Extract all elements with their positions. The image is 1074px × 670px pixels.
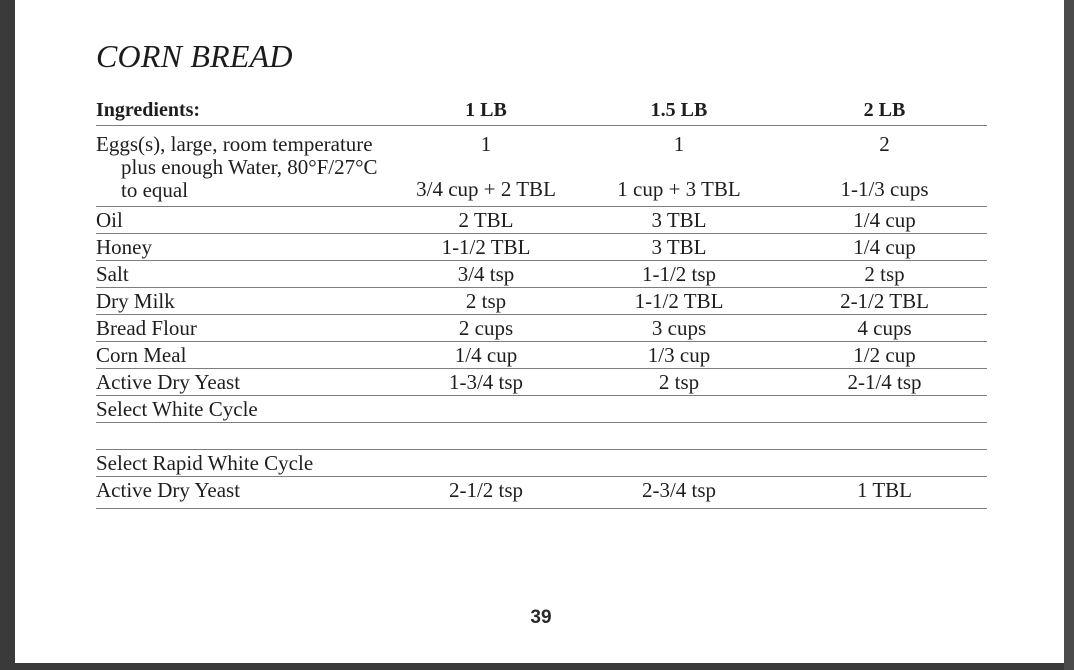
amount-1-5lb: 3 TBL bbox=[651, 235, 707, 259]
amount-1-5lb: 1-1/2 tsp bbox=[641, 262, 717, 286]
amount-1lb bbox=[396, 396, 576, 422]
recipe-table bbox=[96, 91, 987, 509]
recipe-title: CORN BREAD bbox=[96, 38, 293, 74]
ingredient-name: Dry Milk bbox=[96, 289, 175, 313]
amount-1lb: 1/4 cup bbox=[454, 343, 518, 367]
table-row bbox=[96, 207, 987, 234]
amount-2lb: 1/2 cup bbox=[853, 343, 916, 367]
eggs-count-1lb: 1 bbox=[480, 132, 492, 156]
rapid-yeast-1-5lb: 2-3/4 tsp bbox=[641, 478, 717, 502]
spacer-row bbox=[96, 423, 987, 450]
table-row bbox=[96, 342, 987, 369]
eggs-count-1-5lb: 1 bbox=[673, 132, 685, 156]
document-page bbox=[15, 0, 1064, 663]
eggs-amount-cell-1lb bbox=[396, 126, 576, 206]
eggs-amount-cell-2lb bbox=[782, 126, 987, 206]
water-amount-1lb: 3/4 cup + 2 TBL bbox=[416, 177, 556, 201]
ingredient-name: Corn Meal bbox=[96, 343, 187, 367]
amount-1lb: 2 TBL bbox=[458, 208, 514, 232]
rapid-yeast-row bbox=[96, 477, 987, 509]
amount-2lb: 2-1/4 tsp bbox=[847, 370, 922, 394]
amount-2lb: 1/4 cup bbox=[853, 208, 916, 232]
page-edge-shadow bbox=[1064, 0, 1074, 670]
ingredient-name: Bread Flour bbox=[96, 316, 197, 340]
water-label: plus enough Water, 80°F/27°C bbox=[121, 155, 378, 179]
table-row bbox=[96, 234, 987, 261]
amount-1-5lb: 1-1/2 TBL bbox=[634, 289, 724, 313]
amount-2lb: 4 cups bbox=[857, 316, 912, 340]
ingredient-name: Honey bbox=[96, 235, 152, 259]
ingredient-name: Oil bbox=[96, 208, 123, 232]
eggs-water-row bbox=[96, 126, 987, 207]
ingredient-name: Active Dry Yeast bbox=[96, 478, 241, 502]
amount-1lb: 2 cups bbox=[458, 316, 514, 340]
table-row bbox=[96, 288, 987, 315]
ingredient-name: Active Dry Yeast bbox=[96, 370, 241, 394]
page-number: 39 bbox=[530, 607, 552, 628]
eggs-label: Eggs(s), large, room temperature bbox=[96, 132, 373, 156]
water-amount-1-5lb: 1 cup + 3 TBL bbox=[617, 177, 741, 201]
amount-1lb: 3/4 tsp bbox=[457, 262, 515, 286]
amount-2lb: 1/4 cup bbox=[853, 235, 916, 259]
eggs-ingredient-cell bbox=[96, 126, 396, 206]
to-equal-label: to equal bbox=[121, 178, 189, 202]
amount-1lb: 2 tsp bbox=[465, 289, 507, 313]
amount-1-5lb: 2 tsp bbox=[658, 370, 700, 394]
table-row bbox=[96, 315, 987, 342]
amount-1-5lb: 1/3 cup bbox=[647, 343, 711, 367]
eggs-amount-cell-1-5lb bbox=[576, 126, 782, 206]
size-header-1-5lb: 1.5 LB bbox=[650, 99, 708, 121]
amount-2lb: 2-1/2 TBL bbox=[840, 289, 929, 313]
amount-1lb: 1-3/4 tsp bbox=[448, 370, 524, 394]
size-header-2lb: 2 LB bbox=[863, 99, 906, 121]
ingredients-header: Ingredients: bbox=[96, 99, 201, 121]
amount-2lb: 2 tsp bbox=[864, 262, 905, 286]
rapid-cycle-row bbox=[96, 450, 987, 477]
amount-1-5lb: 3 TBL bbox=[651, 208, 707, 232]
rapid-cycle-label: Select Rapid White Cycle bbox=[96, 451, 314, 475]
ingredient-name: Salt bbox=[96, 262, 129, 286]
ingredient-name: Select White Cycle bbox=[96, 397, 258, 421]
rapid-yeast-2lb: 1 TBL bbox=[856, 478, 913, 502]
rapid-yeast-1lb: 2-1/2 tsp bbox=[448, 478, 524, 502]
amount-1-5lb bbox=[576, 396, 782, 422]
amount-2lb bbox=[782, 396, 987, 422]
table-row bbox=[96, 261, 987, 288]
table-header-row bbox=[96, 91, 987, 126]
table-row bbox=[96, 396, 987, 423]
eggs-count-2lb: 2 bbox=[879, 132, 890, 156]
table-row bbox=[96, 369, 987, 396]
amount-1lb: 1-1/2 TBL bbox=[441, 235, 531, 259]
size-header-1lb: 1 LB bbox=[465, 99, 507, 121]
water-amount-2lb: 1-1/3 cups bbox=[840, 177, 929, 201]
amount-1-5lb: 3 cups bbox=[651, 316, 707, 340]
